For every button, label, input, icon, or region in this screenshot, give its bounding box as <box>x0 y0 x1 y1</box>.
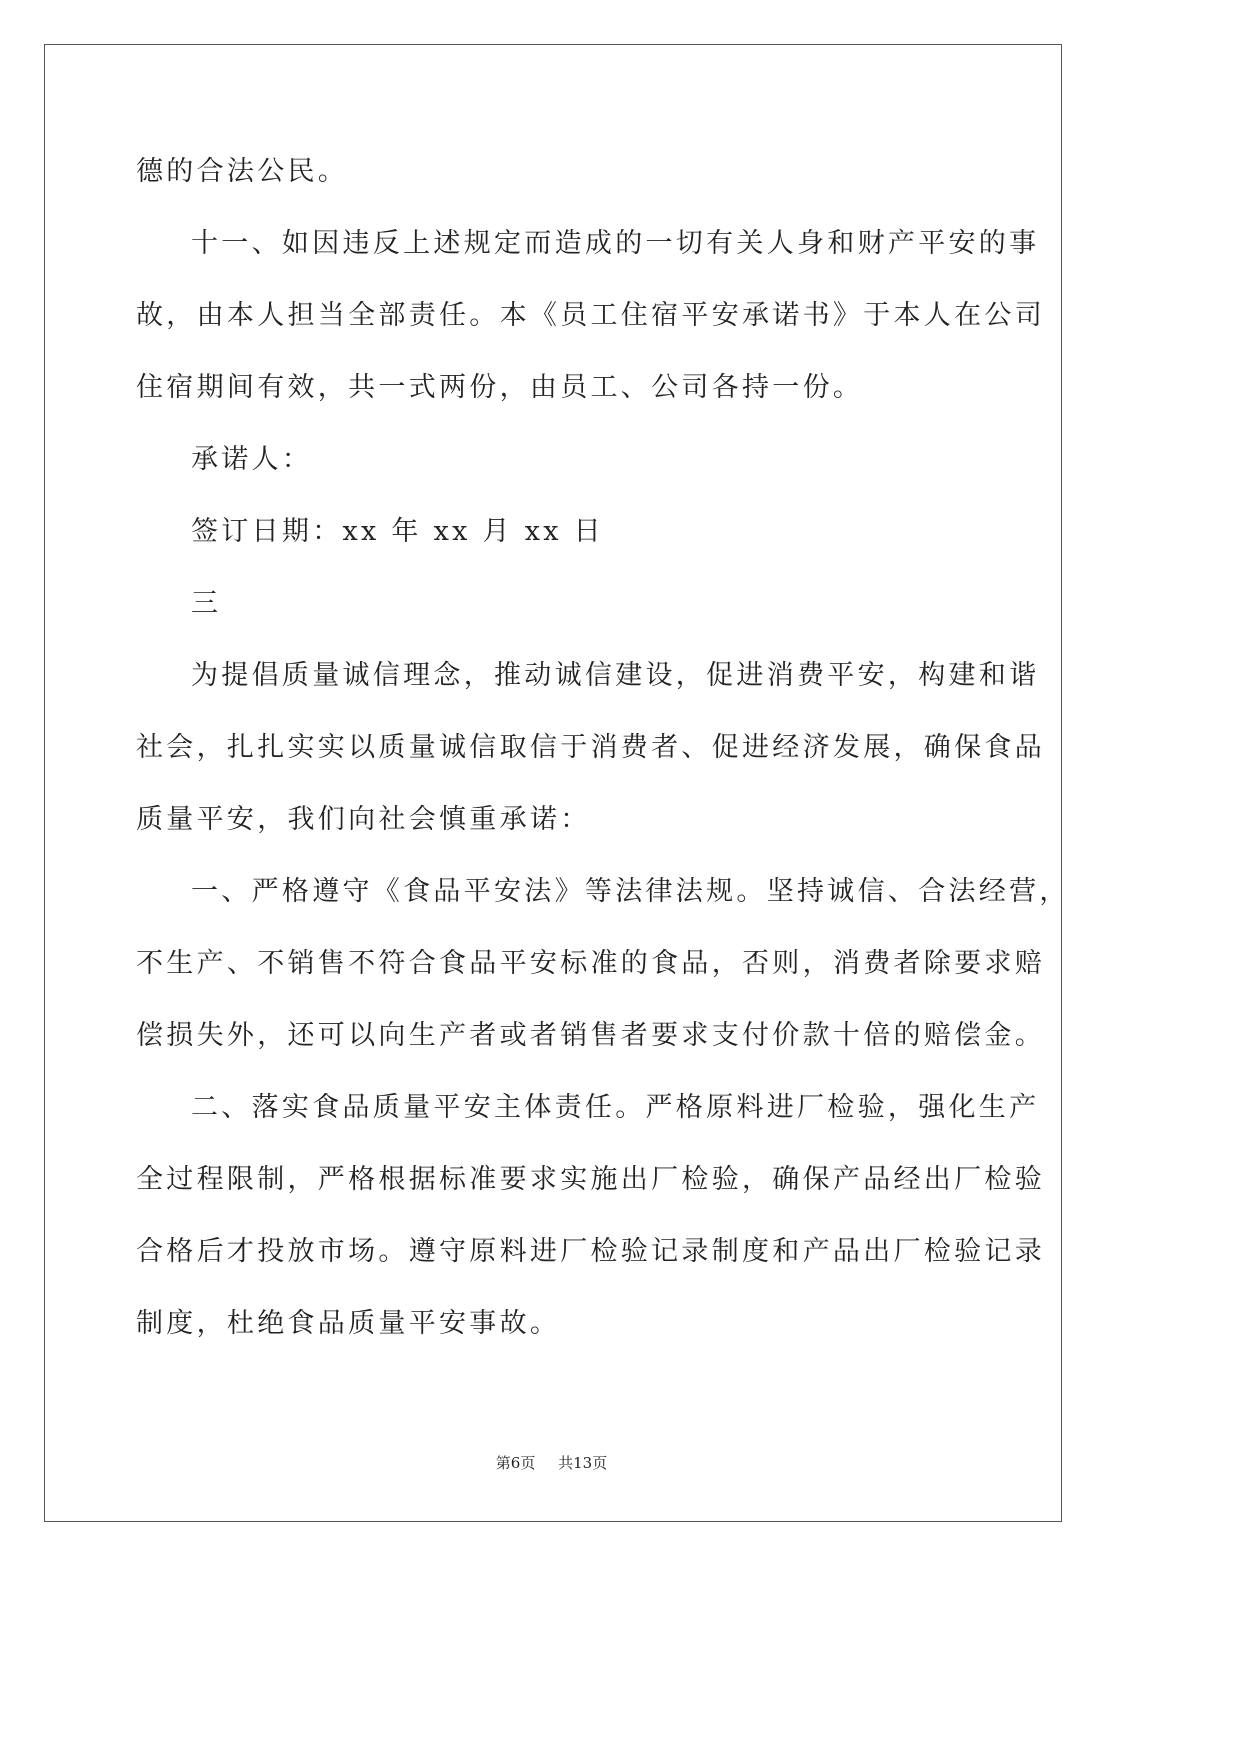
section-heading: 三 <box>191 588 222 619</box>
text-line: 二、落实食品质量平安主体责任。严格原料进厂检验，强化生产 <box>191 1092 1040 1123</box>
text-line: 制度，杜绝食品质量平安事故。 <box>136 1308 561 1339</box>
text-line: 故，由本人担当全部责任。本《员工住宿平安承诺书》于本人在公司 <box>136 300 1045 331</box>
text-line: 十一、如因违反上述规定而造成的一切有关人身和财产平安的事 <box>191 228 1040 259</box>
page-number-total: 共13页 <box>558 1454 608 1472</box>
text-line: 全过程限制，严格根据标准要求实施出厂检验，确保产品经出厂检验 <box>136 1164 1045 1195</box>
page-number-current: 第6页 <box>495 1454 536 1472</box>
text-line: 社会，扎扎实实以质量诚信取信于消费者、促进经济发展，确保食品 <box>136 732 1045 763</box>
signatory-label: 承诺人： <box>191 444 313 475</box>
text-line: 不生产、不销售不符合食品平安标准的食品，否则，消费者除要求赔 <box>136 948 1045 979</box>
text-line: 德的合法公民。 <box>136 156 349 187</box>
page-footer <box>0 1452 1103 1474</box>
text-line: 质量平安，我们向社会慎重承诺： <box>136 804 591 835</box>
text-line: 住宿期间有效，共一式两份，由员工、公司各持一份。 <box>136 372 864 403</box>
text-line: 一、严格遵守《食品平安法》等法律法规。坚持诚信、合法经营， <box>191 876 1070 907</box>
page-border <box>44 44 1062 1522</box>
text-line: 偿损失外，还可以向生产者或者销售者要求支付价款十倍的赔偿金。 <box>136 1020 1045 1051</box>
text-line: 合格后才投放市场。遵守原料进厂检验记录制度和产品出厂检验记录 <box>136 1236 1045 1267</box>
text-line: 为提倡质量诚信理念，推动诚信建设，促进消费平安，构建和谐 <box>191 660 1040 691</box>
signing-date-line: 签订日期：xx 年 xx 月 xx 日 <box>191 516 604 547</box>
